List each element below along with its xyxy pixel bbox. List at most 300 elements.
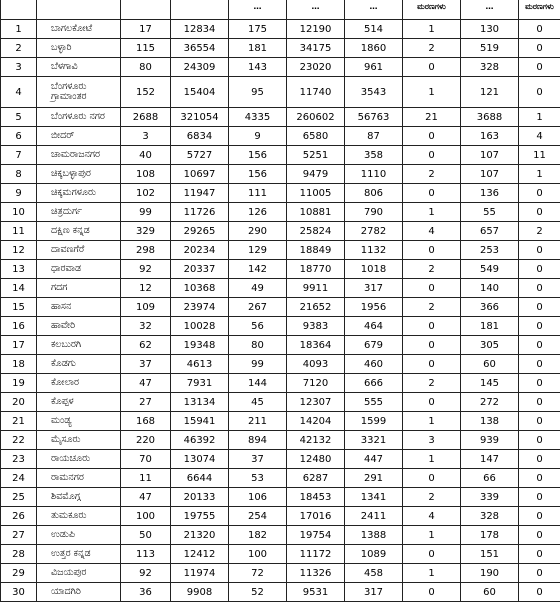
header-col-2	[171, 0, 229, 20]
cell-c1: 100	[121, 507, 171, 526]
cell-c8: 0	[519, 374, 560, 393]
cell-c3: 290	[229, 222, 287, 241]
cell-sl: 10	[1, 203, 37, 222]
cell-sl: 19	[1, 374, 37, 393]
cell-c5: 317	[345, 583, 403, 602]
cell-sl: 3	[1, 58, 37, 77]
cell-sl: 23	[1, 450, 37, 469]
cell-c1: 115	[121, 39, 171, 58]
cell-sl: 24	[1, 469, 37, 488]
cell-c2: 10697	[171, 165, 229, 184]
cell-c6: 1	[403, 564, 461, 583]
table-row	[1, 39, 560, 58]
cell-c3: 45	[229, 393, 287, 412]
cell-c8: 0	[519, 317, 560, 336]
table-body	[1, 20, 560, 602]
cell-c4: 11172	[287, 545, 345, 564]
cell-c1: 47	[121, 374, 171, 393]
cell-c3: 106	[229, 488, 287, 507]
cell-c2: 12412	[171, 545, 229, 564]
header-col-6: ಮರಣಗಳು	[403, 0, 461, 20]
cell-c3: 181	[229, 39, 287, 58]
cell-c4: 9531	[287, 583, 345, 602]
cell-district: ಕೋಲಾರ	[37, 374, 121, 393]
cell-c3: 95	[229, 77, 287, 108]
cell-c1: 32	[121, 317, 171, 336]
cell-c2: 15404	[171, 77, 229, 108]
cell-district: ತುಮಕೂರು	[37, 507, 121, 526]
cell-c3: 267	[229, 298, 287, 317]
cell-c3: 37	[229, 450, 287, 469]
cell-c2: 19755	[171, 507, 229, 526]
cell-c6: 2	[403, 260, 461, 279]
table-row	[1, 279, 560, 298]
cell-c8: 0	[519, 564, 560, 583]
cell-c5: 961	[345, 58, 403, 77]
cell-c1: 152	[121, 77, 171, 108]
cell-c7: 60	[461, 583, 519, 602]
cell-c1: 50	[121, 526, 171, 545]
cell-district: ಚಾಮರಾಜನಗರ	[37, 146, 121, 165]
cell-sl: 16	[1, 317, 37, 336]
cell-c2: 13134	[171, 393, 229, 412]
cell-c6: 0	[403, 317, 461, 336]
table-row	[1, 412, 560, 431]
table-row	[1, 507, 560, 526]
cell-c7: 145	[461, 374, 519, 393]
cell-c7: 147	[461, 450, 519, 469]
cell-c8: 0	[519, 203, 560, 222]
cell-c2: 6834	[171, 127, 229, 146]
cell-c3: 4335	[229, 108, 287, 127]
cell-district: ಬೆಂಗಳೂರು ಗ್ರಾಮಾಂತರ	[37, 77, 121, 108]
cell-c7: 121	[461, 77, 519, 108]
cell-c8: 0	[519, 355, 560, 374]
cell-c7: 939	[461, 431, 519, 450]
cell-c7: 55	[461, 203, 519, 222]
cell-c7: 305	[461, 336, 519, 355]
cell-c8: 0	[519, 393, 560, 412]
cell-district: ವಿಜಯಪುರ	[37, 564, 121, 583]
cell-c5: 317	[345, 279, 403, 298]
cell-sl: 20	[1, 393, 37, 412]
cell-c6: 2	[403, 488, 461, 507]
cell-c1: 11	[121, 469, 171, 488]
cell-sl: 2	[1, 39, 37, 58]
cell-c6: 1	[403, 450, 461, 469]
cell-c3: 144	[229, 374, 287, 393]
cell-sl: 13	[1, 260, 37, 279]
header-district	[37, 0, 121, 20]
cell-c6: 0	[403, 127, 461, 146]
cell-c6: 2	[403, 298, 461, 317]
cell-c4: 11740	[287, 77, 345, 108]
cell-c5: 458	[345, 564, 403, 583]
table-row	[1, 203, 560, 222]
cell-c3: 9	[229, 127, 287, 146]
cell-c6: 1	[403, 20, 461, 39]
cell-district: ಹಾಸನ	[37, 298, 121, 317]
cell-c3: 129	[229, 241, 287, 260]
cell-c4: 6580	[287, 127, 345, 146]
cell-c6: 0	[403, 583, 461, 602]
cell-c8: 4	[519, 127, 560, 146]
cell-c2: 7931	[171, 374, 229, 393]
cell-c8: 0	[519, 336, 560, 355]
cell-district: ಶಿವಮೊಗ್ಗ	[37, 488, 121, 507]
cell-c1: 220	[121, 431, 171, 450]
cell-c2: 12834	[171, 20, 229, 39]
table-row	[1, 317, 560, 336]
header-sl	[1, 0, 37, 20]
cell-c4: 11326	[287, 564, 345, 583]
cell-c4: 18453	[287, 488, 345, 507]
cell-district: ಧಾರವಾಡ	[37, 260, 121, 279]
cell-c7: 130	[461, 20, 519, 39]
cell-c8: 0	[519, 184, 560, 203]
cell-c1: 102	[121, 184, 171, 203]
cell-sl: 5	[1, 108, 37, 127]
table-row	[1, 583, 560, 602]
cell-c3: 894	[229, 431, 287, 450]
cell-c7: 190	[461, 564, 519, 583]
cell-c4: 4093	[287, 355, 345, 374]
cell-c3: 99	[229, 355, 287, 374]
table-row	[1, 20, 560, 39]
header-col-8: ಮರಣಗಳು	[519, 0, 560, 20]
cell-c5: 447	[345, 450, 403, 469]
cell-district: ಉತ್ತರ ಕನ್ನಡ	[37, 545, 121, 564]
cell-c4: 18364	[287, 336, 345, 355]
cell-sl: 18	[1, 355, 37, 374]
cell-c5: 514	[345, 20, 403, 39]
cell-c1: 329	[121, 222, 171, 241]
cell-district: ಚಿತ್ರದುರ್ಗ	[37, 203, 121, 222]
cell-c6: 0	[403, 184, 461, 203]
table-row	[1, 450, 560, 469]
cell-c3: 72	[229, 564, 287, 583]
cell-sl: 7	[1, 146, 37, 165]
cell-c1: 92	[121, 564, 171, 583]
cell-c4: 12190	[287, 20, 345, 39]
cell-c7: 66	[461, 469, 519, 488]
cell-c3: 254	[229, 507, 287, 526]
cell-district: ಬಾಗಲಕೋಟೆ	[37, 20, 121, 39]
table-row	[1, 469, 560, 488]
cell-c1: 99	[121, 203, 171, 222]
cell-c4: 21652	[287, 298, 345, 317]
cell-sl: 9	[1, 184, 37, 203]
cell-c4: 10881	[287, 203, 345, 222]
cell-c4: 7120	[287, 374, 345, 393]
cell-sl: 29	[1, 564, 37, 583]
cell-c8: 0	[519, 583, 560, 602]
cell-c6: 1	[403, 203, 461, 222]
cell-c4: 34175	[287, 39, 345, 58]
table-row	[1, 108, 560, 127]
cell-c5: 3543	[345, 77, 403, 108]
cell-c2: 36554	[171, 39, 229, 58]
cell-c4: 11005	[287, 184, 345, 203]
cell-sl: 26	[1, 507, 37, 526]
cell-c1: 109	[121, 298, 171, 317]
cell-c4: 25824	[287, 222, 345, 241]
table-row	[1, 241, 560, 260]
cell-district: ದಾವಣಗೆರೆ	[37, 241, 121, 260]
cell-c8: 0	[519, 58, 560, 77]
cell-c3: 142	[229, 260, 287, 279]
cell-c6: 0	[403, 355, 461, 374]
cell-c6: 1	[403, 412, 461, 431]
table-row	[1, 564, 560, 583]
cell-c5: 790	[345, 203, 403, 222]
cell-district: ರಾಮನಗರ	[37, 469, 121, 488]
cell-sl: 8	[1, 165, 37, 184]
cell-c6: 0	[403, 279, 461, 298]
cell-c5: 1089	[345, 545, 403, 564]
cell-c8: 0	[519, 450, 560, 469]
table-row	[1, 58, 560, 77]
table-row	[1, 298, 560, 317]
cell-c1: 2688	[121, 108, 171, 127]
cell-c8: 0	[519, 431, 560, 450]
cell-c7: 178	[461, 526, 519, 545]
cell-c2: 321054	[171, 108, 229, 127]
cell-c5: 358	[345, 146, 403, 165]
cell-c5: 464	[345, 317, 403, 336]
cell-district: ರಾಯಚೂರು	[37, 450, 121, 469]
cell-c3: 182	[229, 526, 287, 545]
table-row	[1, 184, 560, 203]
cell-c7: 549	[461, 260, 519, 279]
table-row	[1, 222, 560, 241]
cell-c3: 49	[229, 279, 287, 298]
cell-district: ದಕ್ಷಿಣ ಕನ್ನಡ	[37, 222, 121, 241]
cell-c8: 0	[519, 260, 560, 279]
cell-c1: 70	[121, 450, 171, 469]
cell-c4: 14204	[287, 412, 345, 431]
cell-c1: 108	[121, 165, 171, 184]
cell-c1: 37	[121, 355, 171, 374]
cell-sl: 27	[1, 526, 37, 545]
cell-district: ಚಿಕ್ಕಮಗಳೂರು	[37, 184, 121, 203]
cell-c7: 136	[461, 184, 519, 203]
table-row	[1, 526, 560, 545]
cell-c4: 17016	[287, 507, 345, 526]
cell-c7: 151	[461, 545, 519, 564]
cell-sl: 11	[1, 222, 37, 241]
cell-c2: 13074	[171, 450, 229, 469]
cell-c1: 92	[121, 260, 171, 279]
table-row	[1, 127, 560, 146]
cell-c8: 2	[519, 222, 560, 241]
cell-c3: 175	[229, 20, 287, 39]
cell-district: ಕೊಪ್ಪಳ	[37, 393, 121, 412]
cell-c7: 272	[461, 393, 519, 412]
cell-c5: 1018	[345, 260, 403, 279]
cell-c7: 163	[461, 127, 519, 146]
cell-c6: 1	[403, 77, 461, 108]
header-col-4: …	[287, 0, 345, 20]
cell-district: ಬೆಂಗಳೂರು ನಗರ	[37, 108, 121, 127]
cell-c6: 3	[403, 431, 461, 450]
cell-c7: 181	[461, 317, 519, 336]
cell-c5: 56763	[345, 108, 403, 127]
cell-district: ಹಾವೇರಿ	[37, 317, 121, 336]
cell-c1: 47	[121, 488, 171, 507]
cell-district: ಮಂಡ್ಯ	[37, 412, 121, 431]
cell-c3: 143	[229, 58, 287, 77]
cell-c5: 806	[345, 184, 403, 203]
cell-c6: 0	[403, 58, 461, 77]
cell-c3: 156	[229, 165, 287, 184]
cell-sl: 1	[1, 20, 37, 39]
cell-c1: 298	[121, 241, 171, 260]
cell-c8: 0	[519, 488, 560, 507]
cell-c3: 80	[229, 336, 287, 355]
cell-c2: 20337	[171, 260, 229, 279]
cell-c2: 10028	[171, 317, 229, 336]
cell-c8: 1	[519, 165, 560, 184]
table-row	[1, 488, 560, 507]
cell-c5: 679	[345, 336, 403, 355]
cell-district: ಕೊಡಗು	[37, 355, 121, 374]
cell-c4: 5251	[287, 146, 345, 165]
cell-c5: 2782	[345, 222, 403, 241]
cell-c7: 519	[461, 39, 519, 58]
cell-c4: 9383	[287, 317, 345, 336]
cell-c3: 100	[229, 545, 287, 564]
cell-c2: 20133	[171, 488, 229, 507]
cell-sl: 22	[1, 431, 37, 450]
cell-c6: 1	[403, 526, 461, 545]
cell-c8: 0	[519, 507, 560, 526]
table-row	[1, 146, 560, 165]
cell-c7: 339	[461, 488, 519, 507]
table-row	[1, 336, 560, 355]
cell-c2: 5727	[171, 146, 229, 165]
cell-c2: 24309	[171, 58, 229, 77]
cell-sl: 6	[1, 127, 37, 146]
cell-c3: 156	[229, 146, 287, 165]
cell-c3: 111	[229, 184, 287, 203]
cell-c2: 6644	[171, 469, 229, 488]
cell-c4: 9479	[287, 165, 345, 184]
cell-c2: 46392	[171, 431, 229, 450]
cell-c5: 1388	[345, 526, 403, 545]
table-row	[1, 431, 560, 450]
cell-c4: 9911	[287, 279, 345, 298]
cell-c4: 12480	[287, 450, 345, 469]
cell-sl: 25	[1, 488, 37, 507]
cell-c7: 107	[461, 165, 519, 184]
cell-c1: 113	[121, 545, 171, 564]
cell-c6: 0	[403, 241, 461, 260]
cell-c4: 260602	[287, 108, 345, 127]
cell-district: ಗದಗ	[37, 279, 121, 298]
cell-c4: 19754	[287, 526, 345, 545]
cell-c5: 555	[345, 393, 403, 412]
cell-c2: 20234	[171, 241, 229, 260]
cell-c4: 6287	[287, 469, 345, 488]
cell-c7: 253	[461, 241, 519, 260]
cell-c7: 657	[461, 222, 519, 241]
cell-c6: 4	[403, 222, 461, 241]
cell-c5: 460	[345, 355, 403, 374]
cell-c8: 0	[519, 39, 560, 58]
cell-c6: 0	[403, 545, 461, 564]
cell-district: ಯಾದಗಿರಿ	[37, 583, 121, 602]
cell-c2: 21320	[171, 526, 229, 545]
table-row	[1, 165, 560, 184]
table-row	[1, 374, 560, 393]
table-row	[1, 355, 560, 374]
cell-c5: 1956	[345, 298, 403, 317]
cell-c3: 126	[229, 203, 287, 222]
cell-c7: 366	[461, 298, 519, 317]
cell-c3: 56	[229, 317, 287, 336]
cell-c6: 21	[403, 108, 461, 127]
cell-c2: 15941	[171, 412, 229, 431]
cell-c1: 27	[121, 393, 171, 412]
cell-c7: 138	[461, 412, 519, 431]
cell-c5: 87	[345, 127, 403, 146]
cell-c6: 0	[403, 146, 461, 165]
cell-c1: 17	[121, 20, 171, 39]
cell-c7: 60	[461, 355, 519, 374]
cell-district: ಕಲಬುರಗಿ	[37, 336, 121, 355]
cell-c8: 0	[519, 469, 560, 488]
cell-c4: 18770	[287, 260, 345, 279]
cell-district: ಬಳ್ಳಾರಿ	[37, 39, 121, 58]
cell-c8: 1	[519, 108, 560, 127]
cell-c3: 53	[229, 469, 287, 488]
cell-district: ಉಡುಪಿ	[37, 526, 121, 545]
table-row	[1, 545, 560, 564]
cell-c6: 0	[403, 469, 461, 488]
cell-c8: 0	[519, 526, 560, 545]
cell-c7: 3688	[461, 108, 519, 127]
table-row	[1, 393, 560, 412]
cell-c4: 23020	[287, 58, 345, 77]
cell-c7: 328	[461, 58, 519, 77]
cell-c6: 0	[403, 336, 461, 355]
cell-c4: 18849	[287, 241, 345, 260]
cell-district: ಬೆಳಗಾವಿ	[37, 58, 121, 77]
cell-c8: 0	[519, 412, 560, 431]
cell-c5: 291	[345, 469, 403, 488]
cell-c2: 10368	[171, 279, 229, 298]
table-row	[1, 77, 560, 108]
cell-sl: 4	[1, 77, 37, 108]
cell-c6: 0	[403, 393, 461, 412]
cell-c1: 80	[121, 58, 171, 77]
cell-c2: 29265	[171, 222, 229, 241]
cell-c5: 1341	[345, 488, 403, 507]
cell-c4: 42132	[287, 431, 345, 450]
cell-c5: 1860	[345, 39, 403, 58]
cell-c2: 19348	[171, 336, 229, 355]
cell-c7: 140	[461, 279, 519, 298]
cell-c5: 1599	[345, 412, 403, 431]
cell-c8: 0	[519, 77, 560, 108]
cell-c1: 62	[121, 336, 171, 355]
cell-c1: 36	[121, 583, 171, 602]
cell-district: ಮೈಸೂರು	[37, 431, 121, 450]
cell-c8: 0	[519, 279, 560, 298]
cell-district: ಬೀದರ್	[37, 127, 121, 146]
cell-c8: 0	[519, 241, 560, 260]
